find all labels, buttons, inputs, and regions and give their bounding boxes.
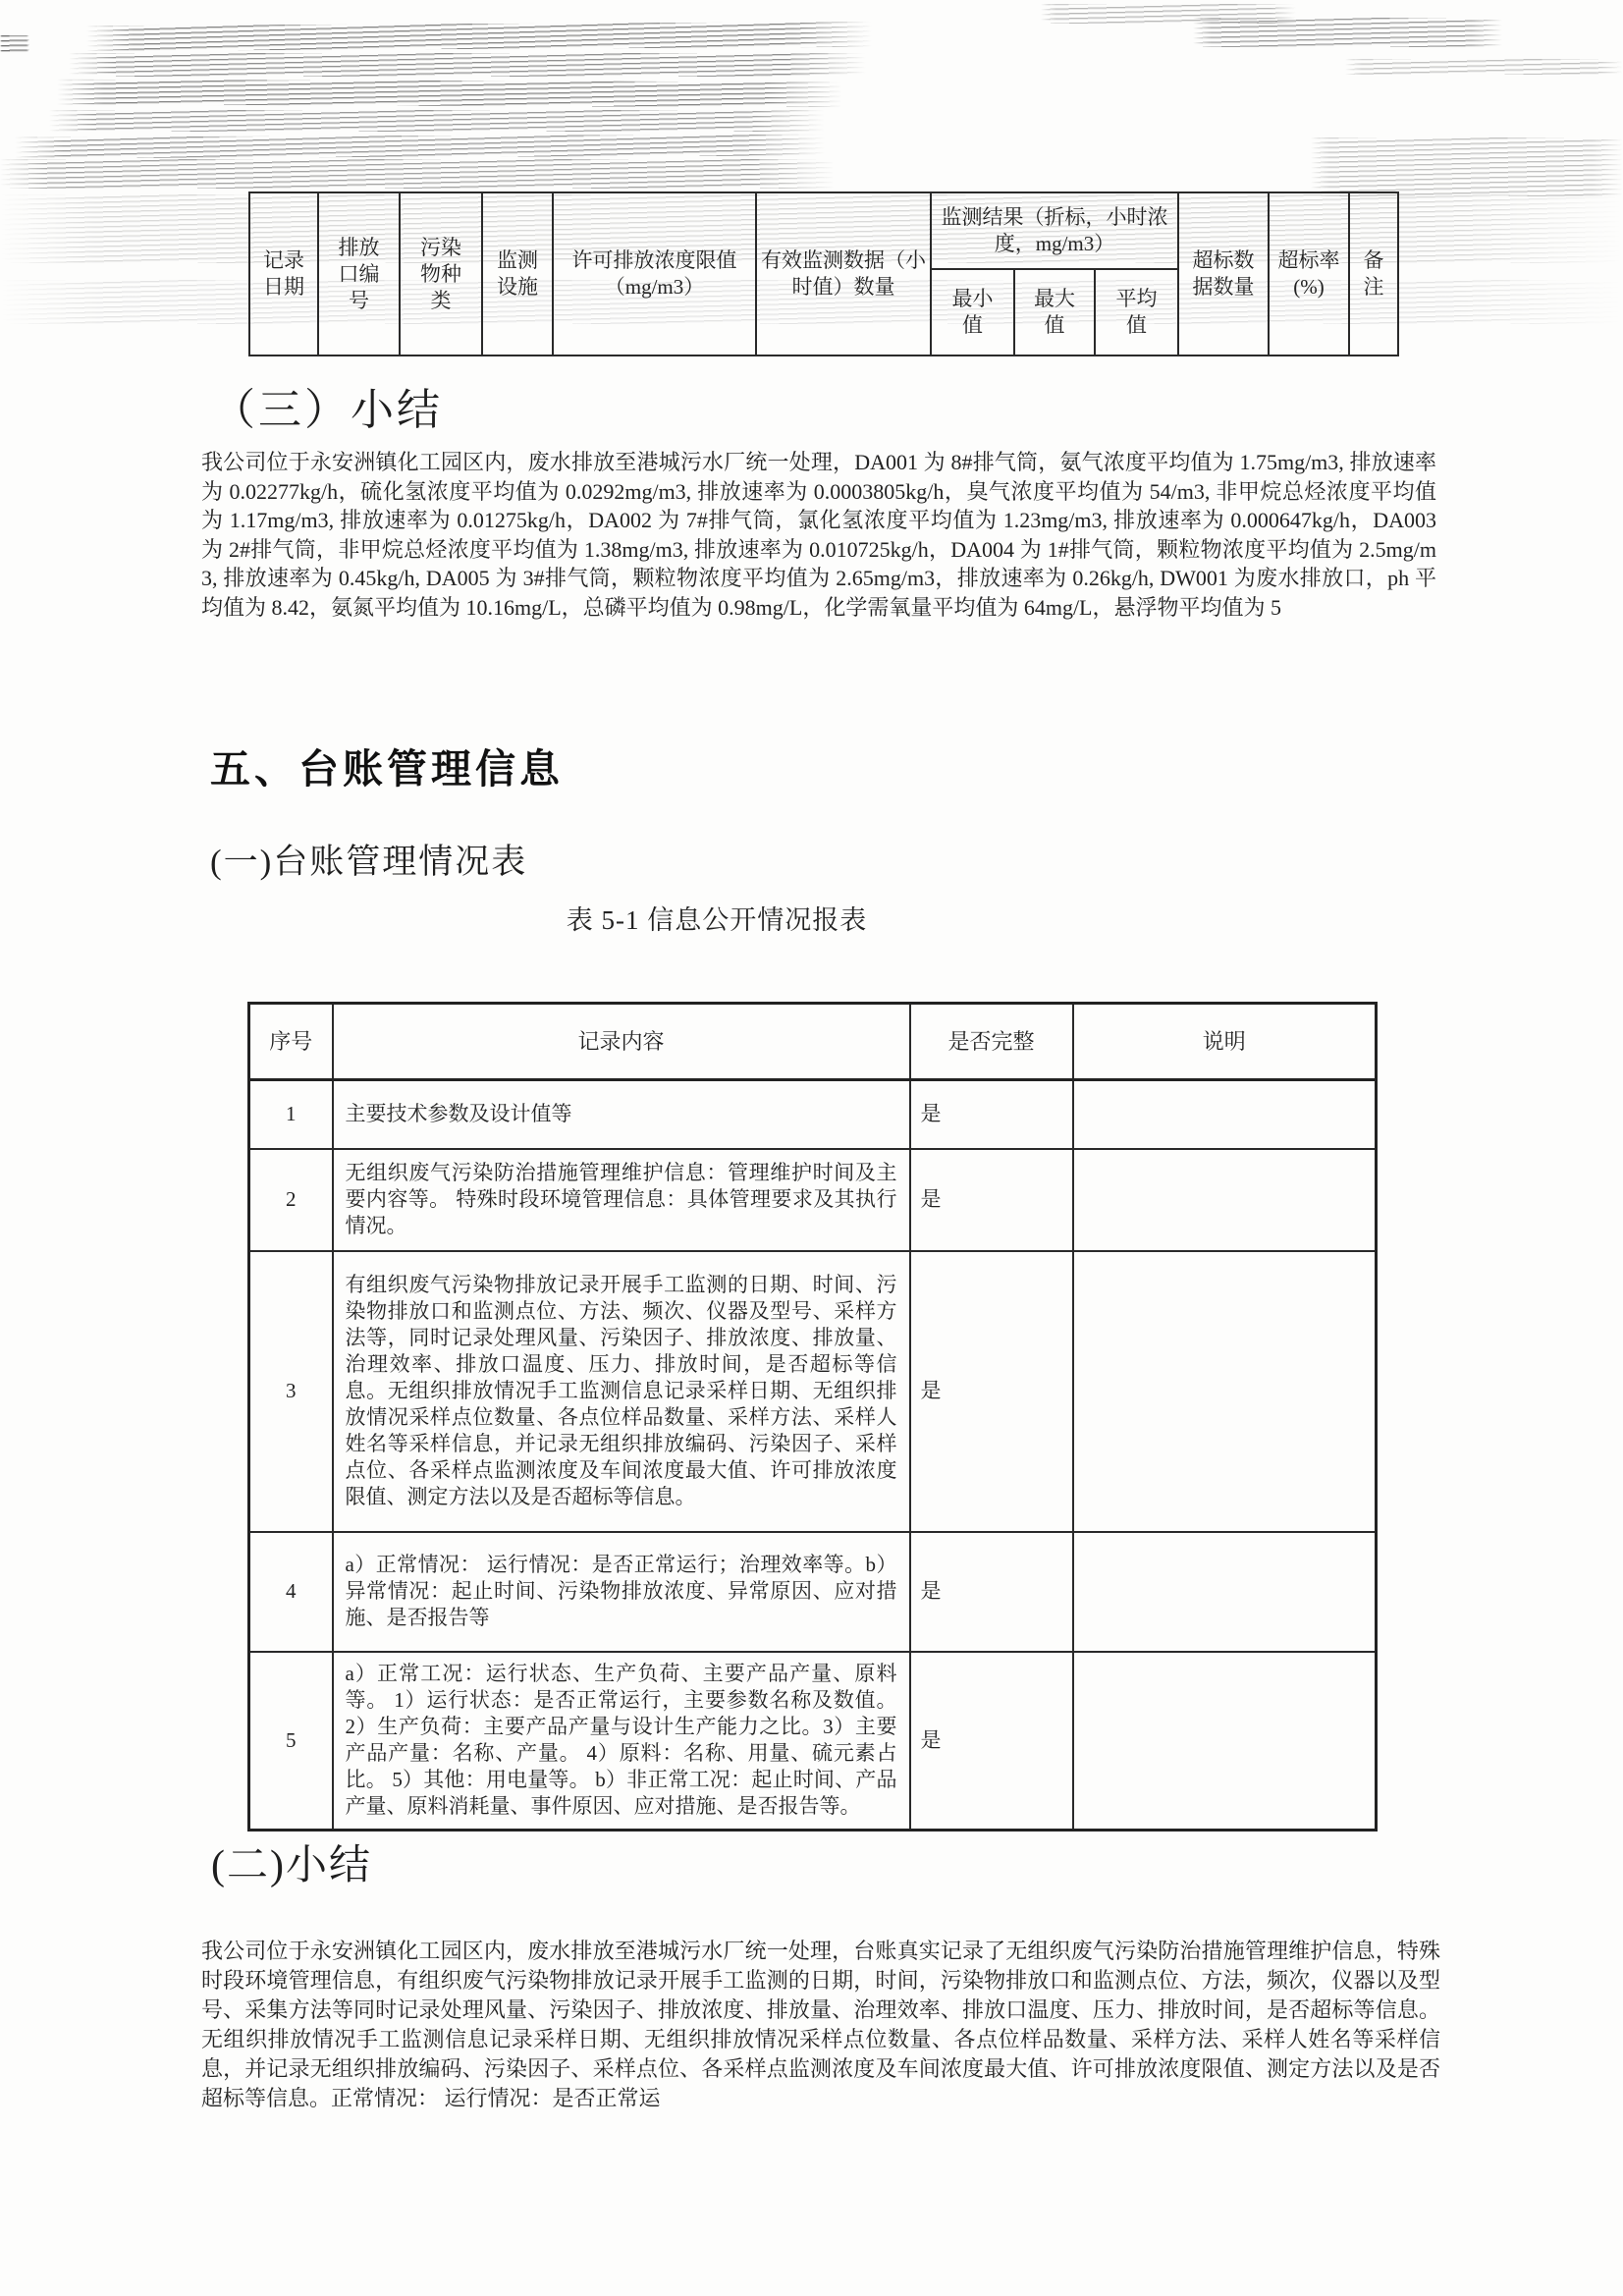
column-header-avg-value: 平均值: [1095, 269, 1178, 355]
column-header-facility: 监测设施: [482, 192, 553, 355]
scan-noise-streak: [15, 135, 825, 159]
cell-complete: 是: [910, 1149, 1073, 1251]
cell-row-no: 2: [249, 1149, 333, 1251]
summary-paragraph-2: 我公司位于永安洲镇化工园区内，废水排放至港城污水厂统一处理，台账真实记录了无组织废气污染防治措施管理维护信息，特殊时段环境管理信息，有组织废气污染物排放记录开展手工监测的日期，时间，污染物排放口和监测点位、方法，频次，仪器以及型号、采集方法等同时记录处理风量、污染因子、排放浓度、排放量、治理效率、排放口温度、压力、排放时间，是否超标等信息。无组织排放情况手工监测信息记录采样日期、无组织排放情况采样点位数量、各点位样品数量、采样方法、采样人姓名等采样信息，并记录无组织排放编码、污染因子、采样点位、各采样点监测浓度及车间浓度最大值、许可排放浓度限值、测定方法以及是否超标等信息。正常情况： 运行情况：是否正常运: [201, 1939, 1440, 2110]
scan-noise-streak: [49, 110, 825, 132]
scan-noise-streak: [69, 53, 866, 77]
ledger-header-content: 记录内容: [333, 1004, 910, 1080]
ledger-header-note: 说明: [1073, 1004, 1377, 1080]
monitoring-table: [248, 191, 1399, 356]
scan-noise-streak: [0, 35, 29, 53]
cell-note: [1073, 1652, 1377, 1831]
cell-record-content: 主要技术参数及设计值等: [333, 1080, 910, 1149]
table-row: [249, 1149, 1377, 1251]
cell-complete: 是: [910, 1251, 1073, 1532]
subsection-heading-ledger-table: (一)台账管理情况表: [210, 843, 528, 881]
scan-noise-streak: [1041, 4, 1296, 24]
cell-row-no: 4: [249, 1532, 333, 1652]
scan-noise-streak: [86, 22, 872, 51]
cell-record-content: 无组织废气污染防治措施管理维护信息：管理维护时间及主要内容等。 特殊时段环境管理信息：具体管理要求及其执行情况。: [333, 1149, 910, 1251]
cell-row-no: 5: [249, 1652, 333, 1831]
column-header-pollutant-type: 污染物种类: [400, 192, 482, 355]
cell-record-content: 有组织废气污染物排放记录开展手工监测的日期、时间、污染物排放口和监测点位、方法、频次、仪器及型号、采样方法等，同时记录处理风量、污染因子、排放浓度、排放量、治理效率、排放口温度、压力、排放时间，是否超标等信息。无组织排放情况手工监测信息记录采样日期、无组织排放情况采样点位数量、各点位样品数量、采样方法、采样人姓名等采样信息，并记录无组织排放编码、污染因子、采样点位、各采样点监测浓度及车间浓度最大值、许可排放浓度限值、测定方法以及是否超标等信息。: [333, 1251, 910, 1532]
cell-record-content: a）正常情况： 运行情况：是否正常运行；治理效率等。b）异常情况：起止时间、污染物排放浓度、异常原因、应对措施、是否报告等: [333, 1532, 910, 1652]
summary-paragraph-3: 我公司位于永安洲镇化工园区内，废水排放至港城污水厂统一处理，DA001 为 8#排气筒，氨气浓度平均值为 1.75mg/m3, 排放速率为 0.02277kg/h，硫化氢浓度平均值为 0.0292mg/m3, 排放速率为 0.0003805kg/h，臭气浓度平均值为 54/m3, 非甲烷总烃浓度平均值为 1.17mg/m3, 排放速率为 0.01275kg/h，DA002 为 7#排气筒，氯化氢浓度平均值为 1.23mg/m3, 排放速率为 0.000647kg/h，DA003 为 2#排气筒，非甲烷总烃浓度平均值为 1.38mg/m3, 排放速率为 0.010725kg/h，DA004 为 1#排气筒，颗粒物浓度平均值为 2.5mg/m3, 排放速率为 0.45kg/h, DA005 为 3#排气筒，颗粒物浓度平均值为 2.65mg/m3，排放速率为 0.26kg/h, DW001 为废水排放口，ph 平均值为 8.42，氨氮平均值为 10.16mg/L，总磷平均值为 0.98mg/L，化学需氧量平均值为 64mg/L，悬浮物平均值为 5: [201, 450, 1436, 620]
table-row: [249, 1080, 1377, 1149]
column-header-permit-limit: 许可排放浓度限值（mg/m3）: [553, 192, 756, 355]
cell-note: [1073, 1080, 1377, 1149]
column-header-result-group: 监测结果（折标，小时浓度，mg/m3）: [931, 192, 1178, 269]
cell-note: [1073, 1149, 1377, 1251]
table-row: [249, 1251, 1377, 1532]
column-header-outlet-no: 排放口编号: [318, 192, 400, 355]
cell-complete: 是: [910, 1532, 1073, 1652]
ledger-header-no: 序号: [249, 1004, 333, 1080]
cell-complete: 是: [910, 1080, 1073, 1149]
scan-noise-streak: [1345, 59, 1623, 75]
cell-row-no: 1: [249, 1080, 333, 1149]
column-header-exceed-count: 超标数据数量: [1178, 192, 1269, 355]
scan-noise-streak: [57, 80, 842, 108]
cell-row-no: 3: [249, 1251, 333, 1532]
column-header-min-value: 最小值: [931, 269, 1014, 355]
column-header-exceed-rate: 超标率(%): [1269, 192, 1349, 355]
scan-noise-streak: [1193, 18, 1502, 47]
scan-noise-streak: [0, 159, 835, 189]
cell-note: [1073, 1251, 1377, 1532]
cell-record-content: a）正常工况：运行状态、生产负荷、主要产品产量、原料等。 1）运行状态：是否正常运行，主要参数名称及数值。 2）生产负荷：主要产品产量与设计生产能力之比。3）主要产品产量：名称、产量。 4）原料：名称、用量、硫元素占比。 5）其他：用电量等。 b）非正常工况：起止时间、产品产量、原料消耗量、事件原因、应对措施、是否报告等。: [333, 1652, 910, 1831]
column-header-valid-data: 有效监测数据（小时值）数量: [756, 192, 931, 355]
column-header-max-value: 最大值: [1014, 269, 1095, 355]
column-header-record-date: 记录日期: [249, 192, 318, 355]
section-heading-summary-2: (二)小结: [211, 1843, 372, 1888]
scan-noise-streak: [1311, 137, 1623, 196]
section-heading-summary-3: （三）小结: [212, 386, 443, 434]
chapter-heading-ledger-management: 五、台账管理信息: [210, 745, 564, 793]
table-caption: 表 5-1 信息公开情况报表: [566, 905, 868, 935]
table-row: [249, 1532, 1377, 1652]
column-header-remark: 备注: [1349, 192, 1398, 355]
ledger-table: [247, 1002, 1378, 1831]
cell-complete: 是: [910, 1652, 1073, 1831]
table-row: [249, 1652, 1377, 1831]
cell-note: [1073, 1532, 1377, 1652]
ledger-header-complete: 是否完整: [910, 1004, 1073, 1080]
